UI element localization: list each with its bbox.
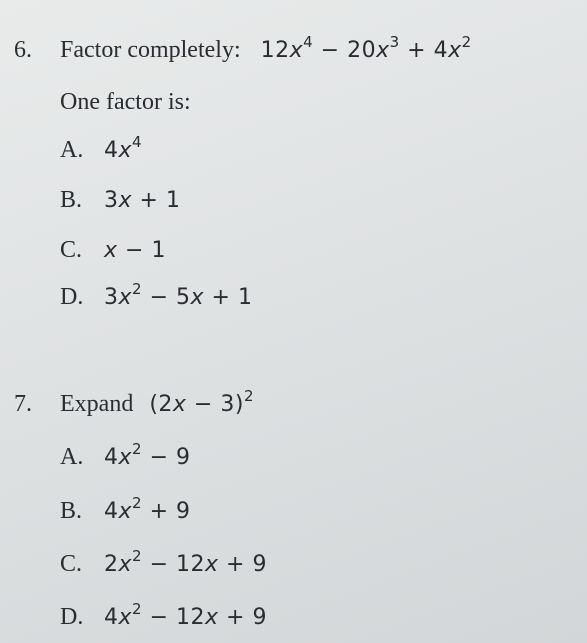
- q6-option-b[interactable]: [60, 186, 180, 215]
- q6-option-c-math: x − 1: [104, 238, 166, 263]
- q7-option-d-math: $4x^2 - 12x + 9$: [104, 600, 267, 630]
- q6-option-b-math: 3x + 1: [104, 188, 181, 213]
- q7-option-d[interactable]: [60, 600, 267, 632]
- question-6-prompt: Factor completely:: [60, 37, 241, 63]
- q6-option-a-math: $4x^4$: [104, 133, 143, 163]
- q7-option-b-letter: B.: [60, 498, 83, 524]
- q7-option-d-letter: D.: [60, 604, 84, 630]
- q6-option-a-letter: A.: [60, 137, 84, 163]
- question-6-subprompt: One factor is:: [60, 89, 191, 115]
- q7-option-a-letter: A.: [60, 444, 84, 470]
- q7-option-a-math: $4x^2 - 9$: [104, 440, 191, 470]
- question-7-header: [14, 387, 254, 419]
- q7-option-b-math: $4x^2 + 9$: [104, 494, 191, 524]
- q7-option-c[interactable]: [60, 547, 267, 579]
- question-7-prompt: Expand: [60, 391, 134, 417]
- q6-option-c[interactable]: [60, 236, 166, 265]
- q7-option-b[interactable]: [60, 494, 191, 526]
- q6-option-a[interactable]: [60, 133, 143, 165]
- q7-option-c-letter: C.: [60, 551, 83, 577]
- q7-option-a[interactable]: [60, 440, 191, 472]
- question-7-number: 7.: [14, 391, 32, 417]
- question-6-expression: $12x^4 - 20x^3 + 4x^2$: [260, 33, 472, 63]
- q7-option-c-math: $2x^2 - 12x + 9$: [104, 547, 267, 577]
- q6-option-b-letter: B.: [60, 187, 83, 213]
- question-6-number: 6.: [14, 37, 32, 63]
- q6-option-d[interactable]: [60, 280, 253, 312]
- q6-option-c-letter: C.: [60, 237, 83, 263]
- question-7-expression: $(2x - 3)^2$: [149, 387, 254, 417]
- question-6-header: [14, 33, 472, 65]
- q6-option-d-letter: D.: [60, 284, 84, 310]
- q6-option-d-math: $3x^2 - 5x + 1$: [104, 280, 253, 310]
